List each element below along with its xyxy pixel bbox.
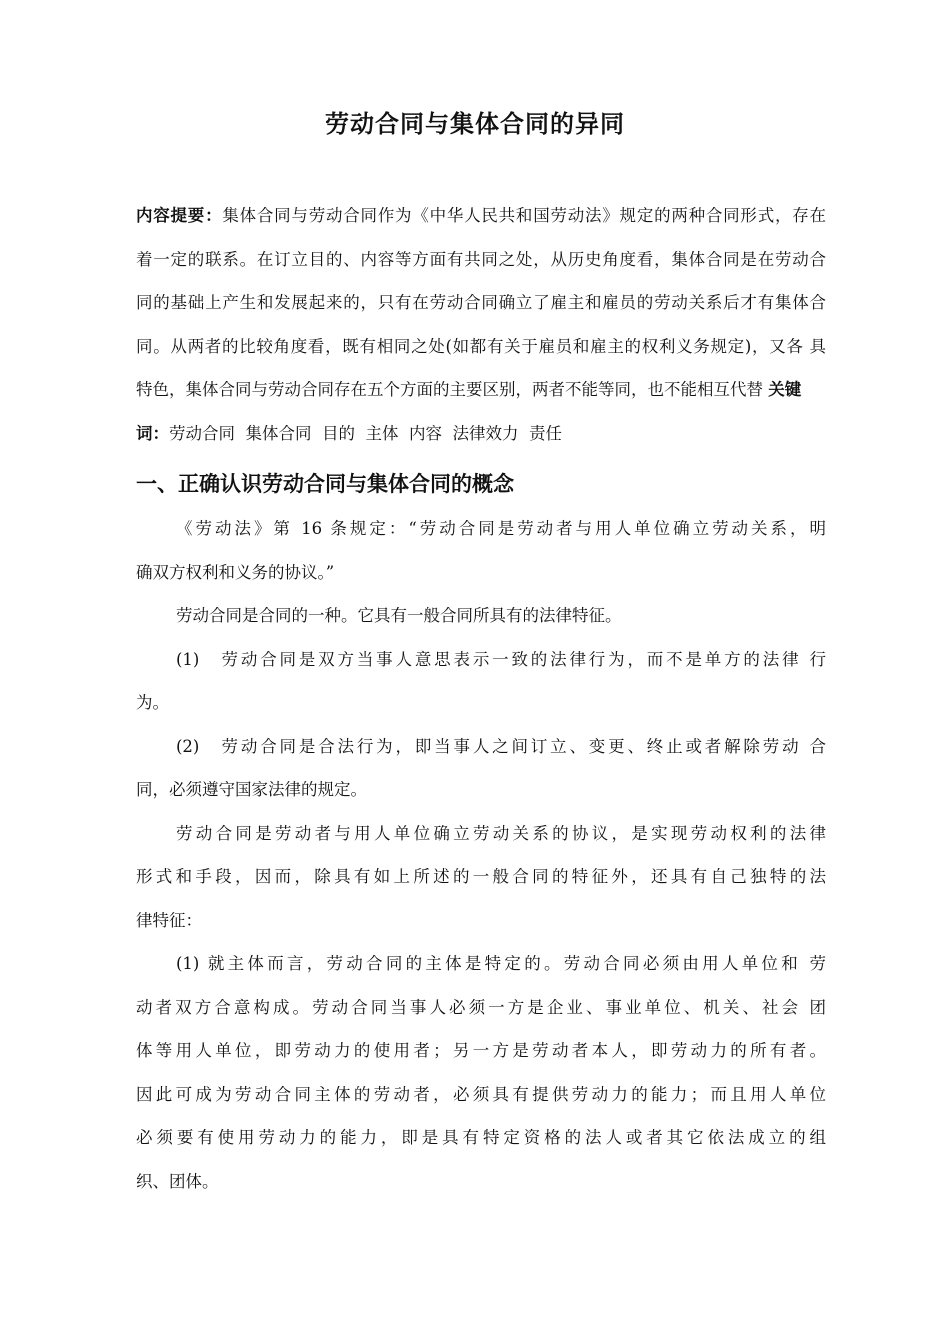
paragraph-line: 必须要有使用劳动力的能力，即是具有特定资格的法人或者其它依法成立的组	[136, 1128, 826, 1147]
keywords-label: 关键	[768, 380, 802, 399]
paragraph-line: 形式和手段，因而，除具有如上所述的一般合同的特征外，还具有自己独特的法	[136, 867, 826, 886]
keywords: 劳动合同 集体合同 目的 主体 内容 法律效力 责任	[169, 423, 562, 443]
abstract-line: 同。从两者的比较角度看，既有相同之处(如都有关于雇员和雇主的权利义务规定)，又各 具	[136, 336, 826, 356]
paragraph-line: 体等用人单位，即劳动力的使用者；另一方是劳动者本人，即劳动力的所有者。	[136, 1041, 826, 1060]
abstract-label: 内容提要：	[136, 206, 223, 225]
abstract-line: 同的基础上产生和发展起来的，只有在劳动合同确立了雇主和雇员的劳动关系后才有集体合	[136, 293, 826, 312]
abstract-line: 内容提要：集体合同与劳动合同作为《中华人民共和国劳动法》规定的两种合同形式，存在	[136, 206, 827, 225]
paragraph-line: 劳动合同是合同的一种。它具有一般合同所具有的法律特征。	[176, 606, 622, 625]
paragraph-line: (2) 劳动合同是合法行为，即当事人之间订立、变更、终止或者解除劳动 合	[176, 736, 826, 756]
paragraph-line: 律特征：	[136, 910, 202, 930]
keywords-line	[136, 412, 826, 456]
abstract-line: 特色，集体合同与劳动合同存在五个方面的主要区别，两者不能等同，也不能相互代替 关键	[136, 380, 802, 399]
paragraph-line: 动者双方合意构成。劳动合同当事人必须一方是企业、事业单位、机关、社会 团	[136, 997, 826, 1017]
section-body	[136, 507, 826, 1203]
paragraph-line: (1) 就主体而言，劳动合同的主体是特定的。劳动合同必须由用人单位和 劳	[176, 954, 826, 973]
paragraph-line: 同，必须遵守国家法律的规定。	[136, 780, 367, 799]
abstract-line: 着一定的联系。在订立目的、内容等方面有共同之处，从历史角度看，集体合同是在劳动合	[136, 249, 826, 269]
paragraph-line: 确双方权利和义务的协议。”	[136, 562, 335, 582]
paragraph-line: 劳动合同是劳动者与用人单位确立劳动关系的协议，是实现劳动权利的法律	[176, 823, 826, 843]
paragraph-line: 《劳动法》第 16 条规定：“劳动合同是劳动者与用人单位确立劳动关系，明	[176, 519, 826, 538]
section-heading: 一、正确认识劳动合同与集体合同的概念	[136, 472, 514, 496]
paragraph-line: 织、团体。	[136, 1171, 219, 1191]
paragraph-line: 为。	[136, 693, 169, 712]
paragraph-line: (1) 劳动合同是双方当事人意思表示一致的法律行为，而不是单方的法律 行	[176, 649, 826, 669]
document-title: 劳动合同与集体合同的异同	[325, 110, 625, 138]
keywords-label-cont: 词：	[136, 423, 169, 443]
abstract-block	[136, 194, 826, 455]
paragraph-line: 因此可成为劳动合同主体的劳动者，必须具有提供劳动力的能力；而且用人单位	[136, 1084, 826, 1104]
